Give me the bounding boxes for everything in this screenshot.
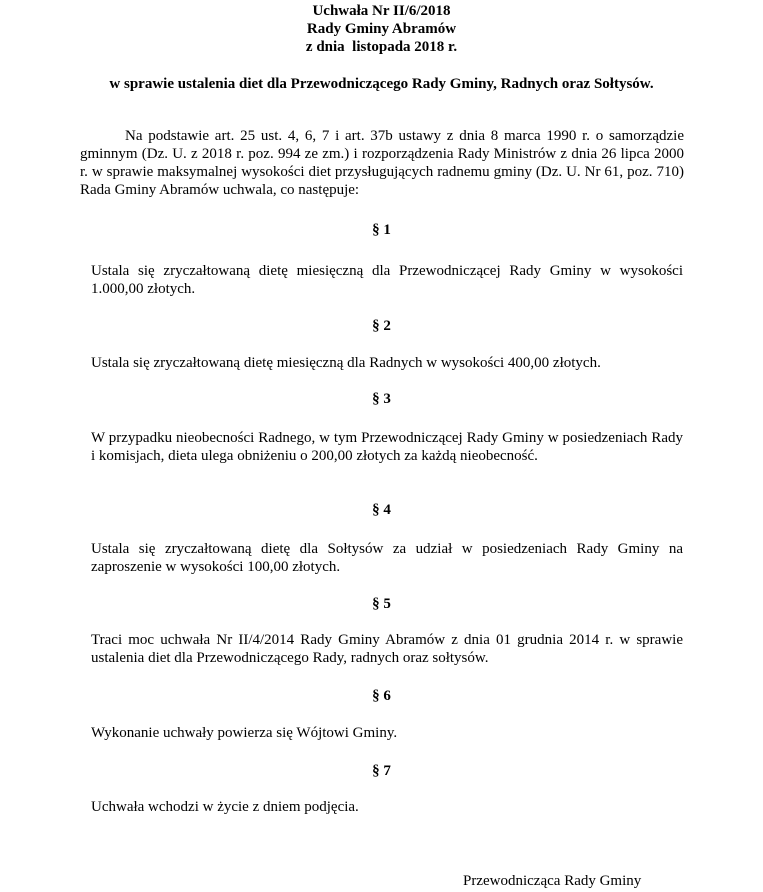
section-7-text: Uchwała wchodzi w życie z dniem podjęcia. (91, 799, 359, 815)
preamble-paragraph: Na podstawie art. 25 ust. 4, 6, 7 i art. 37b ustawy z dnia 8 marca 1990 r. o samorządzie gminnym (Dz. U. z 2018 r. poz. 994 ze zm.) i rozporządzenia Rady Ministrów z dnia 26 lipca 2000 r. w sprawie maksymalnej wysokości diet przysługujących radnemu gminy (Dz. U. Nr 61, poz. 710) Rada Gminy Abramów uchwala, co następuje: (80, 128, 684, 198)
section-5-text: Traci moc uchwała Nr II/4/2014 Rady Gminy Abramów z dnia 01 grudnia 2014 r. w sprawie ustalenia diet dla Przewodniczącego Rady, radnych oraz sołtysów. (91, 632, 683, 666)
council-name: Rady Gminy Abramów (306, 21, 457, 37)
section-6-title: § 6 (372, 688, 391, 704)
section-1-title: § 1 (372, 222, 391, 238)
resolution-subject: w sprawie ustalenia diet dla Przewodniczącego Rady Gminy, Radnych oraz Sołtysów. (109, 76, 654, 92)
section-6-text: Wykonanie uchwały powierza się Wójtowi Gminy. (91, 725, 398, 741)
resolution-date: z dnia listopada 2018 r. (305, 39, 458, 55)
section-2-text: Ustala się zryczałtowaną dietę miesięczną dla Radnych w wysokości 400,00 złotych. (91, 355, 601, 371)
section-4-text: Ustala się zryczałtowaną dietę dla Sołtysów za udział w posiedzeniach Rady Gminy na zaproszenie w wysokości 100,00 złotych. (91, 541, 683, 575)
resolution-number: Uchwała Nr II/6/2018 (312, 3, 451, 19)
section-1-text: Ustala się zryczałtowaną dietę miesięczną dla Przewodniczącej Rady Gminy w wysokości 1.000,00 złotych. (91, 263, 683, 297)
section-4-title: § 4 (372, 502, 391, 518)
section-5-title: § 5 (372, 596, 391, 612)
resolution-header (0, 2, 763, 56)
section-7-title: § 7 (372, 763, 391, 779)
section-3-title: § 3 (372, 391, 391, 407)
section-2-title: § 2 (372, 318, 391, 334)
section-3-text: W przypadku nieobecności Radnego, w tym Przewodniczącej Rady Gminy w posiedzeniach Rady i komisjach, dieta ulega obniżeniu o 200,00 złotych za każdą nieobecność. (91, 430, 683, 464)
signature-label: Przewodnicząca Rady Gminy (463, 873, 642, 889)
